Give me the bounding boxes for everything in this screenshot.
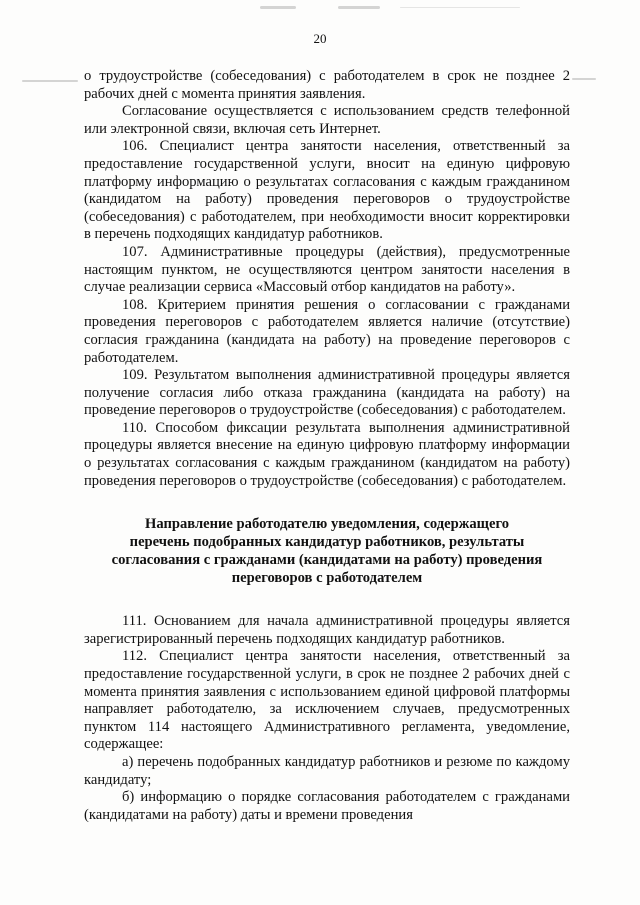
- list-item-a: а) перечень подобранных кандидатур работников и резюме по каждому кандидату;: [84, 754, 570, 788]
- section-top: [84, 68, 570, 490]
- heading-line: Направление работодателю уведомления, содержащего: [144, 516, 510, 533]
- paragraph-110: 110. Способом фиксации результата выполнения административной процедуры является внесение на единую цифровую платформу информации о результатах согласования с каждым гражданином (кандидатом на работу) проведения переговоров о трудоустройстве (собеседования) с работодателем.: [84, 419, 570, 489]
- heading-line: согласования с гражданами (кандидатами на работу) проведения: [111, 552, 543, 569]
- section-heading: [84, 515, 570, 587]
- paragraph-106: 106. Специалист центра занятости населения, ответственный за предоставление государственной услуги, вносит на единую цифровую платформу информацию о результатах согласования с каждым гражданином (кандидатом на работу) проведения переговоров о трудоустройстве (собеседования) с работодателем, при необходимости вносит корректировки в перечень подходящих кандидатур работников.: [84, 138, 570, 243]
- paragraph-111: 111. Основанием для начала административной процедуры является зарегистрированный перечень подходящих кандидатур работников.: [84, 613, 570, 647]
- paragraph-108: 108. Критерием принятия решения о согласовании с гражданами проведения переговоров с работодателем является наличие (отсутствие) согласия гражданина (кандидата на работу) на проведение переговоров с работодателем.: [84, 296, 570, 366]
- paragraph-112: 112. Специалист центра занятости населения, ответственный за предоставление государственной услуги, в срок не позднее 2 рабочих дней с момента принятия заявления с использованием единой цифровой платформы направляет работодателю, за исключением случаев, предусмотренных пунктом 114 настоящего Административного регламента, уведомление, содержащее:: [84, 648, 570, 753]
- document-body: [84, 68, 570, 824]
- scan-artifact-right: [572, 78, 596, 80]
- heading-line: переговоров с работодателем: [231, 570, 423, 587]
- section-bottom: [84, 613, 570, 824]
- list-item-b: б) информацию о порядке согласования работодателем с гражданами (кандидатами на работу) даты и времени проведения: [84, 789, 570, 823]
- scan-artifact-top-1: [260, 6, 296, 9]
- scan-artifact-top-2: [338, 6, 380, 9]
- scan-artifact-top-3: [400, 7, 520, 8]
- paragraph-109: 109. Результатом выполнения административной процедуры является получение согласия либо отказа гражданина (кандидата на работу) на проведение переговоров о трудоустройстве (собеседования) с работодателем.: [84, 367, 570, 419]
- paragraph: Согласование осуществляется с использованием средств телефонной или электронной связи, включая сеть Интернет.: [84, 103, 570, 137]
- paragraph-107: 107. Административные процедуры (действия), предусмотренные настоящим пунктом, не осуществляются центром занятости населения в случае реализации сервиса «Массовый отбор кандидатов на работу».: [84, 243, 570, 296]
- paragraph: о трудоустройстве (собеседования) с работодателем в срок не позднее 2 рабочих дней с момента принятия заявления.: [84, 68, 570, 102]
- heading-line: перечень подобранных кандидатур работников, результаты: [129, 534, 525, 551]
- scan-artifact-left: [22, 80, 78, 82]
- page-number: 20: [313, 31, 327, 46]
